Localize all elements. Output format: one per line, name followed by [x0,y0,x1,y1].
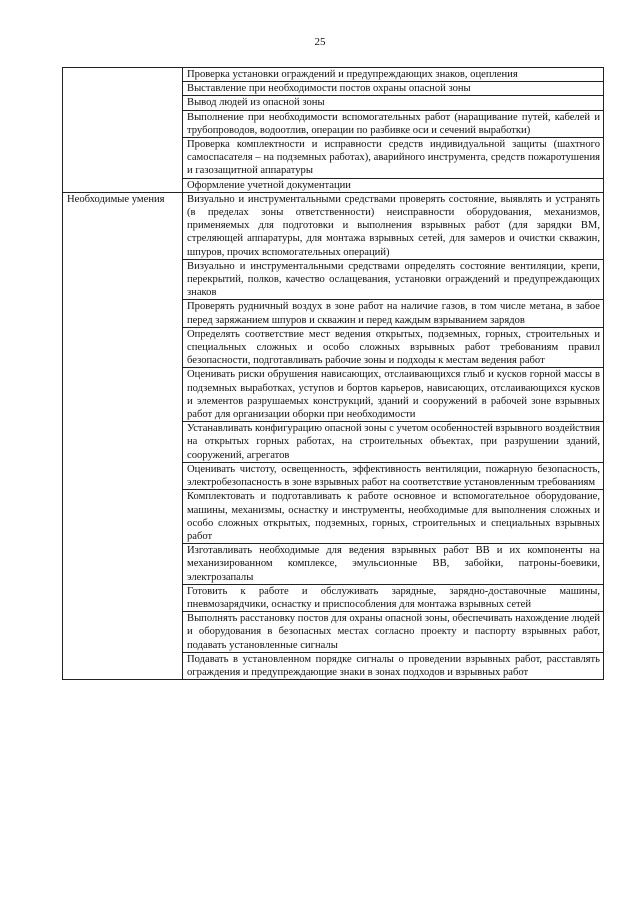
skill-cell: Визуально и инструментальными средствами определять состояние вентиляции, крепи, перекрытий, полков, качество ослащевания, установки ограждений и предупреждающих знаков [183,259,604,300]
skill-cell: Выполнять расстановку постов для охраны опасной зоны, обеспечивать нахождение людей и оборудования в безопасных местах согласно проекту и паспорту взрывных работ, подавать установленные сигналы [183,612,604,653]
action-cell: Оформление учетной документации [183,178,604,192]
table-row [63,192,604,259]
page-number: 25 [314,36,326,48]
empty-label-cell [63,68,183,193]
table-row [63,68,604,82]
skill-cell: Подавать в установленном порядке сигналы о проведении взрывных работ, расставлять ограждения и предупреждающие знаки в зонах подходов и взрывных работ [183,652,604,679]
skill-cell: Изготавливать необходимые для ведения взрывных работ ВВ и их компоненты на механизированном комплексе, эмульсионные ВВ, забойки, патроны-боевики, электрозапалы [183,544,604,585]
skill-cell: Оценивать риски обрушения нависающих, отслаивающихся глыб и кусков горной массы в подземных выработках, уступов и бортов карьеров, нависающих, отслаивающихся кусков и элементов разрушаемых конструкций, зданий и сооружений в рабочей зоне взрывных работ для организации оборки при необходимости [183,368,604,422]
action-cell: Выполнение при необходимости вспомогательных работ (наращивание путей, кабелей и трубопроводов, водоотлив, операции по разбивке оси и сечений выработки) [183,110,604,137]
action-cell: Выставление при необходимости постов охраны опасной зоны [183,82,604,96]
skill-cell: Готовить к работе и обслуживать зарядные, зарядно-доставочные машины, пневмозарядчики, оснастку и приспособления для монтажа взрывных сетей [183,584,604,611]
competency-table [62,67,604,680]
action-cell: Проверка установки ограждений и предупреждающих знаков, оцепления [183,68,604,82]
skill-cell: Устанавливать конфигурацию опасной зоны с учетом особенностей взрывного воздействия на открытых горных работах, на строительных объектах, при разрушении зданий, сооружений, агрегатов [183,422,604,463]
skill-cell: Проверять рудничный воздух в зоне работ на наличие газов, в том числе метана, в забое перед заряжанием шпуров и скважин и перед каждым взрыванием зарядов [183,300,604,327]
skills-label: Необходимые умения [63,192,183,679]
skill-cell: Визуально и инструментальными средствами проверять состояние, выявлять и устранять (в пределах зоны ответственности) неисправности оборудования, механизмов, применяемых для подготовки и выполнения взрывных работ (для зарядки ВМ, стреляющей аппаратуры, для монтажа взрывных сетей, для замеров и очистки скважин, шпуров, прочих вспомогательных операций) [183,192,604,259]
action-cell: Проверка комплектности и исправности средств индивидуальной защиты (шахтного самоспасателя – на подземных работах), аварийного инструмента, средств пожаротушения и газозащитной аппаратуры [183,138,604,179]
action-cell: Вывод людей из опасной зоны [183,96,604,110]
skill-cell: Комплектовать и подготавливать к работе основное и вспомогательное оборудование, машины, механизмы, оснастку и инструменты, необходимые для выполнения сложных и особо сложных открытых, подземных, горных, строительных и специальных взрывных работ [183,490,604,544]
skill-cell: Оценивать чистоту, освещенность, эффективность вентиляции, пожарную безопасность, электробезопасность в зоне взрывных работ на соответствие установленным требованиям [183,462,604,489]
skill-cell: Определять соответствие мест ведения открытых, подземных, горных, строительных и специальных сложных и особо сложных взрывных работ требованиям правил безопасности, подготавливать рабочие зоны и подходы к местам ведения работ [183,327,604,368]
